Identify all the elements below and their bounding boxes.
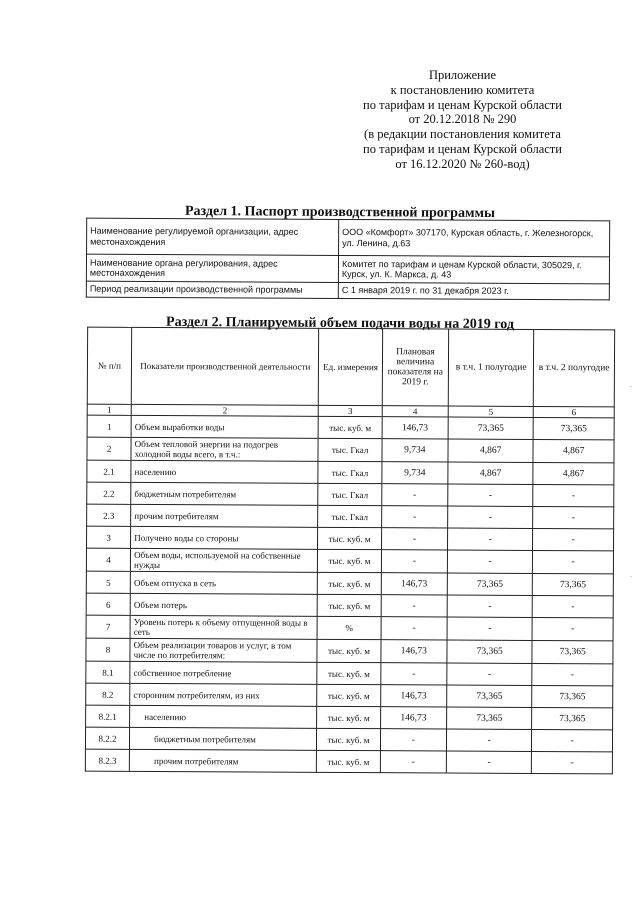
- row-h2: -: [532, 617, 613, 640]
- margin-mark: .: [630, 570, 632, 579]
- row-h2: -: [533, 550, 614, 573]
- row-h1: -: [447, 617, 532, 640]
- plan-row: [86, 593, 613, 618]
- row-unit: тыс. куб. м: [318, 549, 381, 572]
- header-line: по тарифам и ценам Курской области: [363, 97, 562, 112]
- row-h1: 4,867: [448, 462, 533, 484]
- row-h2: -: [533, 484, 614, 506]
- row-name: Объем выработки воды: [131, 415, 318, 438]
- plan-row: [87, 437, 614, 463]
- appendix-header: [330, 68, 595, 172]
- row-number: 8.2.2: [85, 727, 129, 749]
- header-line: (в редакции постановления комитета: [364, 127, 561, 142]
- row-unit: тыс. куб. м: [317, 706, 380, 728]
- row-h1: 73,365: [448, 417, 533, 439]
- row-h2: 4,867: [533, 439, 614, 462]
- row-total: -: [380, 751, 446, 773]
- header-line: от 20.12.2018 № 290: [408, 112, 517, 127]
- row-h1: 73,365: [447, 640, 532, 663]
- row-h2: 73,365: [532, 640, 613, 663]
- row-h1: -: [448, 484, 533, 506]
- col-header-h1: в т.ч. 1 полугодие: [448, 329, 534, 406]
- row-h1: -: [447, 550, 532, 573]
- margin-mark: .: [630, 380, 632, 389]
- row-unit: тыс. куб. м: [317, 728, 380, 750]
- row-number: 5: [86, 571, 130, 593]
- row-h2: -: [533, 506, 614, 528]
- passport-value: С 1 января 2019 г. по 31 декабря 2023 г.: [338, 282, 609, 299]
- row-name: Получено воды со стороны: [131, 526, 318, 549]
- row-total: 146,73: [381, 573, 447, 595]
- row-number: 1: [87, 415, 131, 437]
- row-h1: -: [446, 729, 531, 751]
- passport-label: Наименование регулируемой организации, адрес местонахождения: [87, 218, 339, 255]
- header-line: по тарифам и ценам Курской области: [363, 141, 562, 156]
- col-number: 4: [382, 406, 448, 417]
- row-total: 9,734: [382, 462, 448, 484]
- col-number: 2: [131, 404, 318, 416]
- row-unit: тыс. куб. м: [318, 527, 381, 549]
- row-total: -: [380, 729, 446, 751]
- row-name: бюджетным потребителям: [130, 727, 317, 750]
- row-name: сторонним потребителям, из них: [130, 683, 317, 706]
- row-total: 146,73: [380, 707, 446, 729]
- row-total: -: [381, 484, 447, 506]
- row-name: Уровень потерь к объему отпущенной воды в сеть: [130, 615, 317, 639]
- row-unit: тыс. куб. м: [317, 639, 380, 662]
- row-h1: -: [446, 751, 531, 773]
- plan-row: [86, 661, 613, 686]
- plan-table: [85, 327, 615, 775]
- plan-row: [87, 504, 614, 529]
- plan-row: [86, 571, 613, 596]
- row-number: 3: [87, 526, 131, 548]
- row-number: 8.2.1: [86, 705, 130, 727]
- col-header-name: Показатели производственной деятельности: [131, 327, 319, 405]
- row-h1: -: [447, 663, 532, 685]
- col-header-total: Плановая величина показателя на 2019 г.: [382, 329, 449, 406]
- row-h2: -: [533, 528, 614, 550]
- row-h1: -: [447, 595, 532, 617]
- row-name: Объем отпуска в сеть: [130, 571, 317, 594]
- header-line: к постановлению комитета: [390, 82, 535, 97]
- row-number: 8.2.3: [85, 749, 129, 771]
- passport-value: ООО «Комфорт» 307170, Курская область, г. Железногорск, ул. Ленина, д.63: [339, 219, 610, 256]
- section2-title: Раздел 2. Планируемый объем подачи воды на 2019 год: [165, 314, 515, 333]
- row-unit: тыс. Гкал: [318, 438, 381, 461]
- row-h2: 4,867: [533, 462, 614, 484]
- row-total: 146,73: [381, 640, 447, 663]
- col-header-unit: Ед. измерения: [319, 328, 383, 405]
- row-total: -: [381, 550, 447, 573]
- plan-row: [86, 705, 613, 730]
- plan-row: [87, 482, 614, 507]
- plan-row: [87, 460, 614, 485]
- row-name: Объем тепловой энергии на подогрев холодной воды всего, в т.ч.:: [131, 437, 318, 461]
- plan-header-row: [87, 327, 614, 407]
- row-h1: 73,365: [447, 573, 532, 595]
- row-number: 2.2: [87, 482, 131, 504]
- col-header-no: № п/п: [87, 327, 132, 404]
- plan-row: [85, 749, 612, 774]
- col-header-h2: в т.ч. 2 полугодие: [534, 329, 615, 406]
- plan-body: [85, 415, 614, 774]
- row-h2: -: [533, 595, 614, 617]
- plan-row: [87, 415, 614, 440]
- section1-title: Раздел 1. Паспорт производственной программы: [184, 203, 496, 222]
- row-unit: тыс. Гкал: [318, 483, 381, 505]
- row-unit: %: [317, 616, 380, 639]
- plan-row: [87, 526, 614, 551]
- row-unit: тыс. куб. м: [318, 572, 381, 594]
- plan-row: [85, 727, 612, 752]
- row-name: Объем воды, используемой на собственные нужды: [131, 548, 318, 572]
- passport-row: [87, 218, 610, 257]
- row-total: -: [381, 617, 447, 640]
- row-unit: тыс. куб. м: [318, 594, 381, 616]
- row-total: -: [381, 528, 447, 550]
- row-name: Объем потерь: [130, 593, 317, 616]
- passport-table: [86, 218, 610, 301]
- row-h1: 73,365: [447, 707, 532, 729]
- row-number: 2: [87, 437, 131, 460]
- row-name: Объем реализации товаров и услуг, в том числе по потребителям:: [130, 638, 317, 662]
- row-h2: 73,365: [532, 685, 613, 707]
- row-unit: тыс. Гкал: [318, 505, 381, 527]
- row-unit: тыс. куб. м: [317, 684, 380, 706]
- row-h2: -: [532, 663, 613, 685]
- row-name: бюджетным потребителям: [131, 482, 318, 505]
- row-name: населению: [131, 460, 318, 483]
- row-name: собственное потребление: [130, 661, 317, 684]
- plan-row: [86, 548, 613, 574]
- plan-row: [86, 615, 613, 641]
- row-h2: -: [532, 729, 613, 751]
- row-number: 8.1: [86, 661, 130, 683]
- row-unit: тыс. Гкал: [318, 461, 381, 483]
- row-h1: -: [448, 506, 533, 528]
- passport-label: Период реализации производственной программы: [86, 281, 338, 298]
- row-name: населению: [130, 705, 317, 728]
- row-unit: тыс. куб. м: [317, 750, 380, 772]
- row-total: -: [381, 663, 447, 685]
- plan-row: [86, 683, 613, 708]
- row-total: 146,73: [382, 417, 448, 439]
- col-number: 1: [87, 404, 131, 415]
- row-h1: 73,365: [447, 685, 532, 707]
- row-h2: 73,365: [532, 707, 613, 729]
- col-number: 5: [448, 406, 533, 417]
- row-number: 8.2: [86, 683, 130, 705]
- row-h1: 4,867: [448, 439, 533, 462]
- row-total: 146,73: [380, 685, 446, 707]
- row-total: -: [381, 506, 447, 528]
- row-unit: тыс. куб. м: [319, 416, 382, 438]
- plan-row: [86, 638, 613, 664]
- row-unit: тыс. куб. м: [317, 662, 380, 684]
- row-name: прочим потребителям: [131, 504, 318, 527]
- row-total: 9,734: [382, 439, 448, 462]
- col-number: 3: [319, 405, 382, 416]
- header-line: от 16.12.2020 № 260-вод): [395, 156, 530, 171]
- row-number: 7: [86, 615, 130, 638]
- row-h2: -: [532, 751, 613, 773]
- passport-row: [86, 281, 609, 300]
- header-line: Приложение: [428, 68, 497, 82]
- row-h2: 73,365: [533, 573, 614, 595]
- passport-label: Наименование органа регулирования, адрес местонахождения: [86, 254, 338, 282]
- col-number: 6: [534, 406, 615, 417]
- row-h2: 73,365: [533, 417, 614, 439]
- row-h1: -: [448, 528, 533, 550]
- row-number: 8: [86, 638, 130, 661]
- passport-row: [86, 254, 609, 284]
- passport-value: Комитет по тарифам и ценам Курской области, 305029, г. Курск, ул. К. Маркса, д. 43: [338, 255, 609, 283]
- row-name: прочим потребителям: [129, 749, 316, 772]
- row-number: 2.3: [87, 504, 131, 526]
- row-total: -: [381, 595, 447, 617]
- row-number: 4: [86, 548, 130, 571]
- row-number: 2.1: [87, 460, 131, 482]
- row-number: 6: [86, 593, 130, 615]
